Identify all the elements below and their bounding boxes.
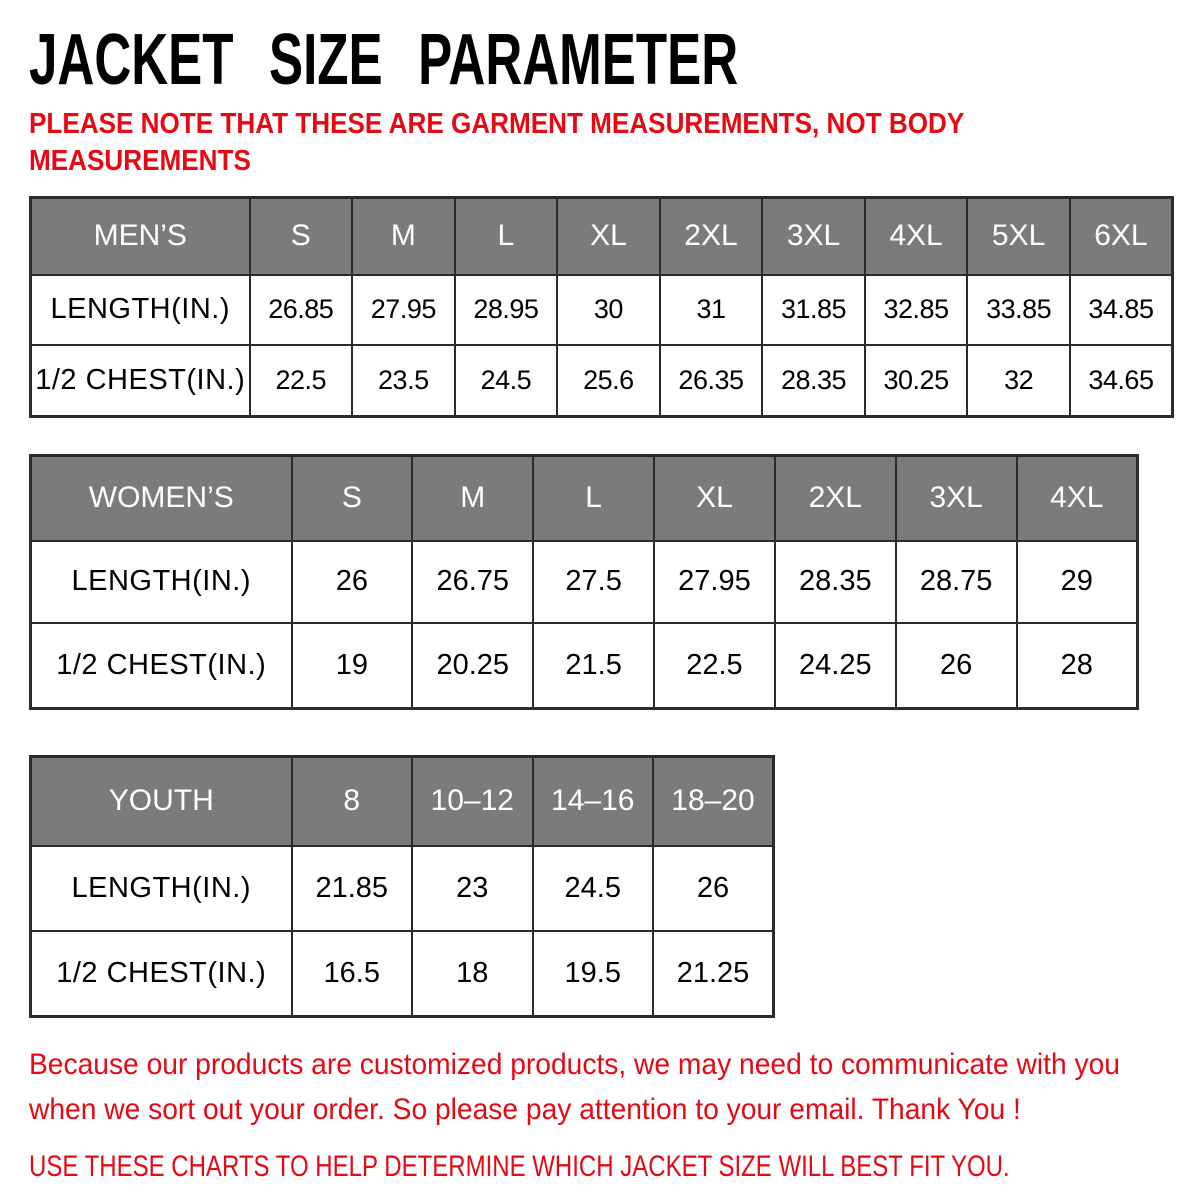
mens-size-xl: XL <box>557 198 660 275</box>
womens-chest-row <box>31 623 1138 709</box>
row-label-length: LENGTH(IN.) <box>31 275 250 345</box>
measurement-cell: 23 <box>412 846 533 931</box>
measurement-cell: 28 <box>1017 623 1138 709</box>
mens-size-table <box>29 196 1174 418</box>
womens-size-table <box>29 454 1139 710</box>
measurement-cell: 26.35 <box>660 345 763 417</box>
row-label-half-chest: 1/2 CHEST(IN.) <box>31 345 250 417</box>
page-title: JACKET SIZE PARAMETER <box>29 20 739 100</box>
measurement-cell: 20.25 <box>412 623 533 709</box>
measurement-cell: 29 <box>1017 541 1138 623</box>
youth-size-14-16: 14–16 <box>533 757 654 846</box>
garment-note-line-2: MEASUREMENTS <box>29 145 251 177</box>
womens-size-l: L <box>533 456 654 541</box>
row-label-length: LENGTH(IN.) <box>31 541 292 623</box>
youth-table-title: YOUTH <box>31 757 292 846</box>
garment-note-line-1: PLEASE NOTE THAT THESE ARE GARMENT MEASUREMENTS, NOT BODY <box>29 108 965 140</box>
mens-header-row <box>31 198 1173 275</box>
measurement-cell: 32 <box>967 345 1070 417</box>
garment-note <box>29 106 1083 180</box>
measurement-cell: 21.85 <box>292 846 413 931</box>
measurement-cell: 28.75 <box>896 541 1017 623</box>
measurement-cell: 19 <box>292 623 413 709</box>
footer-customization-note <box>29 1042 1130 1132</box>
womens-header-row <box>31 456 1138 541</box>
measurement-cell: 21.25 <box>653 931 774 1017</box>
measurement-cell: 25.6 <box>557 345 660 417</box>
mens-size-s: S <box>250 198 353 275</box>
measurement-cell: 26.85 <box>250 275 353 345</box>
measurement-cell: 34.85 <box>1070 275 1173 345</box>
measurement-cell: 22.5 <box>654 623 775 709</box>
womens-size-xl: XL <box>654 456 775 541</box>
measurement-cell: 34.65 <box>1070 345 1173 417</box>
measurement-cell: 28.95 <box>455 275 558 345</box>
measurement-cell: 26 <box>292 541 413 623</box>
measurement-cell: 24.5 <box>533 846 654 931</box>
measurement-cell: 32.85 <box>865 275 968 345</box>
womens-table-title: WOMEN’S <box>31 456 292 541</box>
measurement-cell: 26 <box>653 846 774 931</box>
youth-size-8: 8 <box>292 757 413 846</box>
youth-length-row <box>31 846 774 931</box>
measurement-cell: 23.5 <box>352 345 455 417</box>
mens-size-4xl: 4XL <box>865 198 968 275</box>
youth-size-table <box>29 755 775 1018</box>
measurement-cell: 28.35 <box>762 345 865 417</box>
measurement-cell: 24.5 <box>455 345 558 417</box>
measurement-cell: 31 <box>660 275 763 345</box>
measurement-cell: 26.75 <box>412 541 533 623</box>
measurement-cell: 28.35 <box>775 541 896 623</box>
youth-header-row <box>31 757 774 846</box>
womens-size-m: M <box>412 456 533 541</box>
footer-instruction: USE THESE CHARTS TO HELP DETERMINE WHICH JACKET SIZE WILL BEST FIT YOU. <box>29 1150 1010 1183</box>
measurement-cell: 24.25 <box>775 623 896 709</box>
mens-length-row <box>31 275 1173 345</box>
measurement-cell: 27.5 <box>533 541 654 623</box>
youth-size-18-20: 18–20 <box>653 757 774 846</box>
mens-size-m: M <box>352 198 455 275</box>
womens-size-s: S <box>292 456 413 541</box>
measurement-cell: 30.25 <box>865 345 968 417</box>
measurement-cell: 27.95 <box>654 541 775 623</box>
measurement-cell: 26 <box>896 623 1017 709</box>
measurement-cell: 27.95 <box>352 275 455 345</box>
womens-size-3xl: 3XL <box>896 456 1017 541</box>
row-label-half-chest: 1/2 CHEST(IN.) <box>31 931 292 1017</box>
mens-size-5xl: 5XL <box>967 198 1070 275</box>
youth-chest-row <box>31 931 774 1017</box>
mens-size-l: L <box>455 198 558 275</box>
measurement-cell: 33.85 <box>967 275 1070 345</box>
mens-size-6xl: 6XL <box>1070 198 1173 275</box>
measurement-cell: 31.85 <box>762 275 865 345</box>
row-label-half-chest: 1/2 CHEST(IN.) <box>31 623 292 709</box>
measurement-cell: 18 <box>412 931 533 1017</box>
row-label-length: LENGTH(IN.) <box>31 846 292 931</box>
measurement-cell: 22.5 <box>250 345 353 417</box>
measurement-cell: 19.5 <box>533 931 654 1017</box>
mens-size-3xl: 3XL <box>762 198 865 275</box>
womens-size-2xl: 2XL <box>775 456 896 541</box>
mens-table-title: MEN’S <box>31 198 250 275</box>
measurement-cell: 16.5 <box>292 931 413 1017</box>
measurement-cell: 21.5 <box>533 623 654 709</box>
mens-size-2xl: 2XL <box>660 198 763 275</box>
youth-size-10-12: 10–12 <box>412 757 533 846</box>
footer-note-line-1: Because our products are customized products, we may need to communicate with you <box>29 1048 1120 1081</box>
footer-note-line-2: when we sort out your order. So please pay attention to your email. Thank You ! <box>29 1093 1021 1126</box>
mens-chest-row <box>31 345 1173 417</box>
measurement-cell: 30 <box>557 275 660 345</box>
womens-length-row <box>31 541 1138 623</box>
womens-size-4xl: 4XL <box>1017 456 1138 541</box>
